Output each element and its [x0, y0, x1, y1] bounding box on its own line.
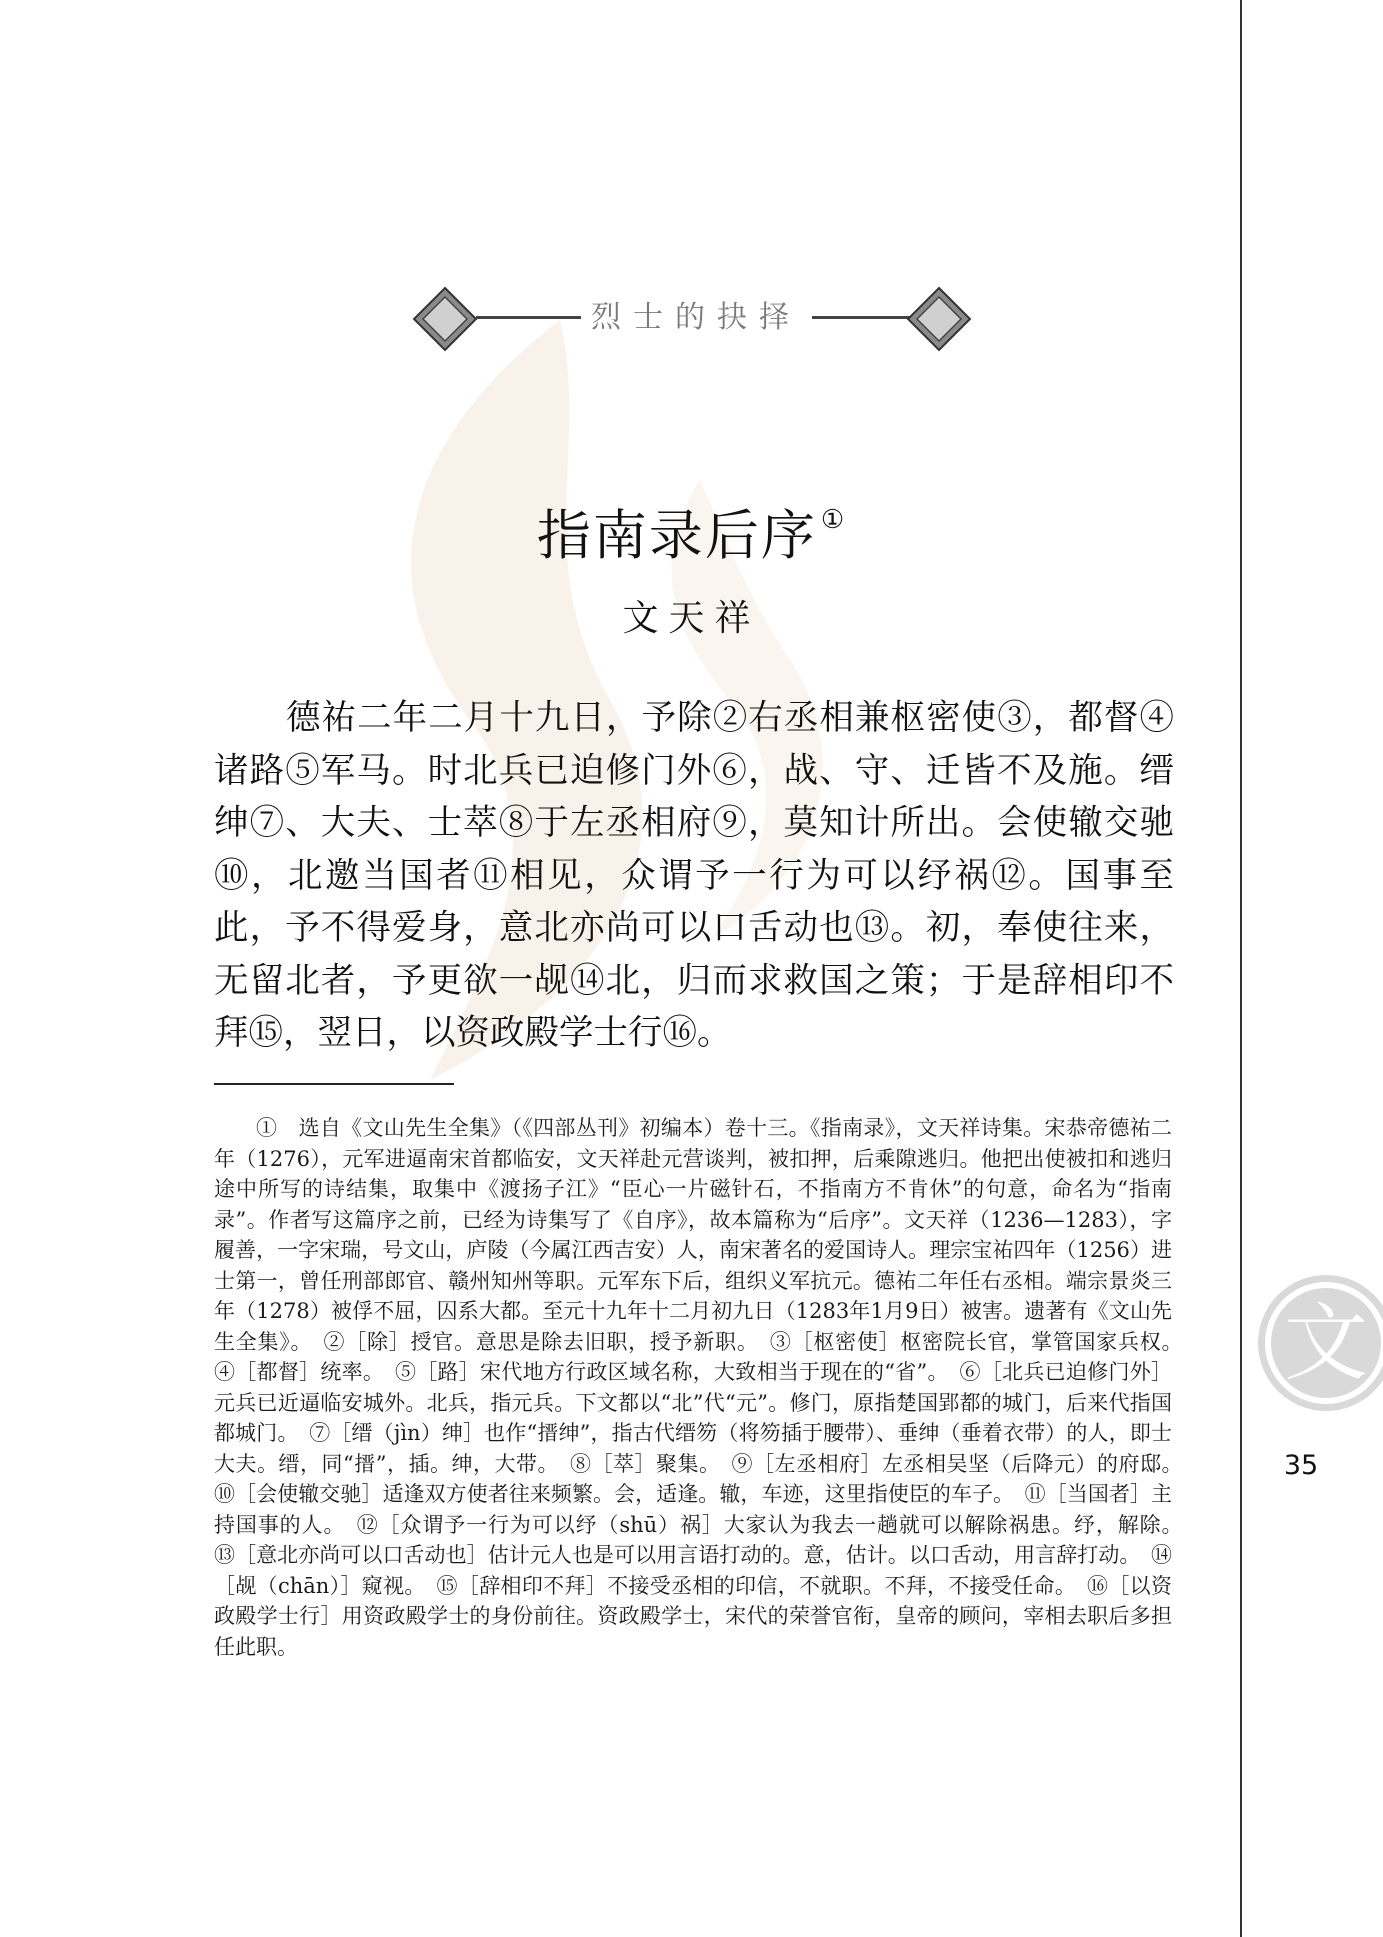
section-header: [412, 282, 972, 352]
seal-glyph: 文: [1283, 1294, 1369, 1392]
article-title: [0, 485, 1383, 571]
page-number: 35: [1283, 1450, 1319, 1481]
seal-emblem-icon: [1244, 1268, 1383, 1418]
header-rule-right: [812, 316, 910, 319]
title-note-mark: ①: [820, 505, 847, 535]
section-title: 烈士的抉择: [591, 300, 801, 335]
title-text: 指南录后序: [536, 504, 817, 567]
author-name: 文天祥: [622, 598, 761, 639]
footnotes-block: ① 选自《文山先生全集》（《四部丛刊》初编本）卷十三。《指南录》，文天祥诗集。宋恭帝德祐二年（1276），元军进逼南宋首都临安，文天祥赴元营谈判，被扣押，后乘隙逃归。他把出使被扣和逃归途中所写的诗结集，取集中《渡扬子江》“臣心一片磁针石，不指南方不肯休”的句意，命名为“指南录”。作者写这篇序之前，已经为诗集写了《自序》，故本篇称为“后序”。文天祥（1236—1283），字履善，一字宋瑞，号文山，庐陵（今属江西吉安）人，南宋著名的爱国诗人。理宗宝祐四年（1256）进士第一，曾任刑部郎官、赣州知州等职。元军东下后，组织义军抗元。德祐二年任右丞相。端宗景炎三年（1278）被俘不屈，囚系大都。至元十九年十二月初九日（1283年1月9日）被害。遗著有《文山先生全集》。 ②［除］授官。意思是除去旧职，授予新职。 ③［枢密使］枢密院长官，掌管国家兵权。 ④［都督］统率。 ⑤［路］宋代地方行政区域名称，大致相当于现在的“省”。 ⑥［北兵已迫修门外］元兵已近逼临安城外。北兵，指元兵。下文都以“北”代“元”。修门，原指楚国郢都的城门，后来代指国都城门。 ⑦［缙（jìn）绅］也作“搢绅”，指古代缙笏（将笏插于腰带）、垂绅（垂着衣带）的人，即士大夫。缙，同“搢”，插。绅，大带。 ⑧［萃］聚集。 ⑨［左丞相府］左丞相吴坚（后降元）的府邸。 ⑩［会使辙交驰］适逢双方使者往来频繁。会，适逢。辙，车迹，这里指使臣的车子。 ⑪［当国者］主持国事的人。 ⑫［众谓予一行为可以纾（shū）祸］大家认为我去一趟就可以解除祸患。纾，解除。 ⑬［意北亦尚可以口舌动也］估计元人也是可以用言语打动的。意，估计。以口舌动，用言辞打动。 ⑭［觇（chān）］窥视。 ⑮［辞相印不拜］不接受丞相的印信，不就职。不拜，不接受任命。 ⑯［以资政殿学士行］用资政殿学士的身份前往。资政殿学士，宋代的荣誉官衔，皇帝的顾问，宰相去职后多担任此职。: [214, 1116, 1193, 1659]
footnote-separator: [214, 1083, 454, 1085]
body-paragraph: 德祐二年二月十九日，予除②右丞相兼枢密使③，都督④诸路⑤军马。时北兵已迫修门外⑥，战、守、迁皆不及施。缙绅⑦、大夫、士萃⑧于左丞相府⑨，莫知计所出。会使辙交驰⑩，北邀当国者⑪相见，众谓予一行为可以纾祸⑫。国事至此，予不得爱身，意北亦尚可以口舌动也⑬。初，奉使往来，无留北者，予更欲一觇⑭北，归而求救国之策；于是辞相印不拜⑮，翌日，以资政殿学士行⑯。: [214, 698, 1174, 1053]
diamond-left-icon: [412, 286, 478, 352]
header-rule-left: [476, 316, 581, 319]
diamond-right-icon: [906, 286, 972, 352]
right-margin-rule: [1240, 0, 1242, 1937]
